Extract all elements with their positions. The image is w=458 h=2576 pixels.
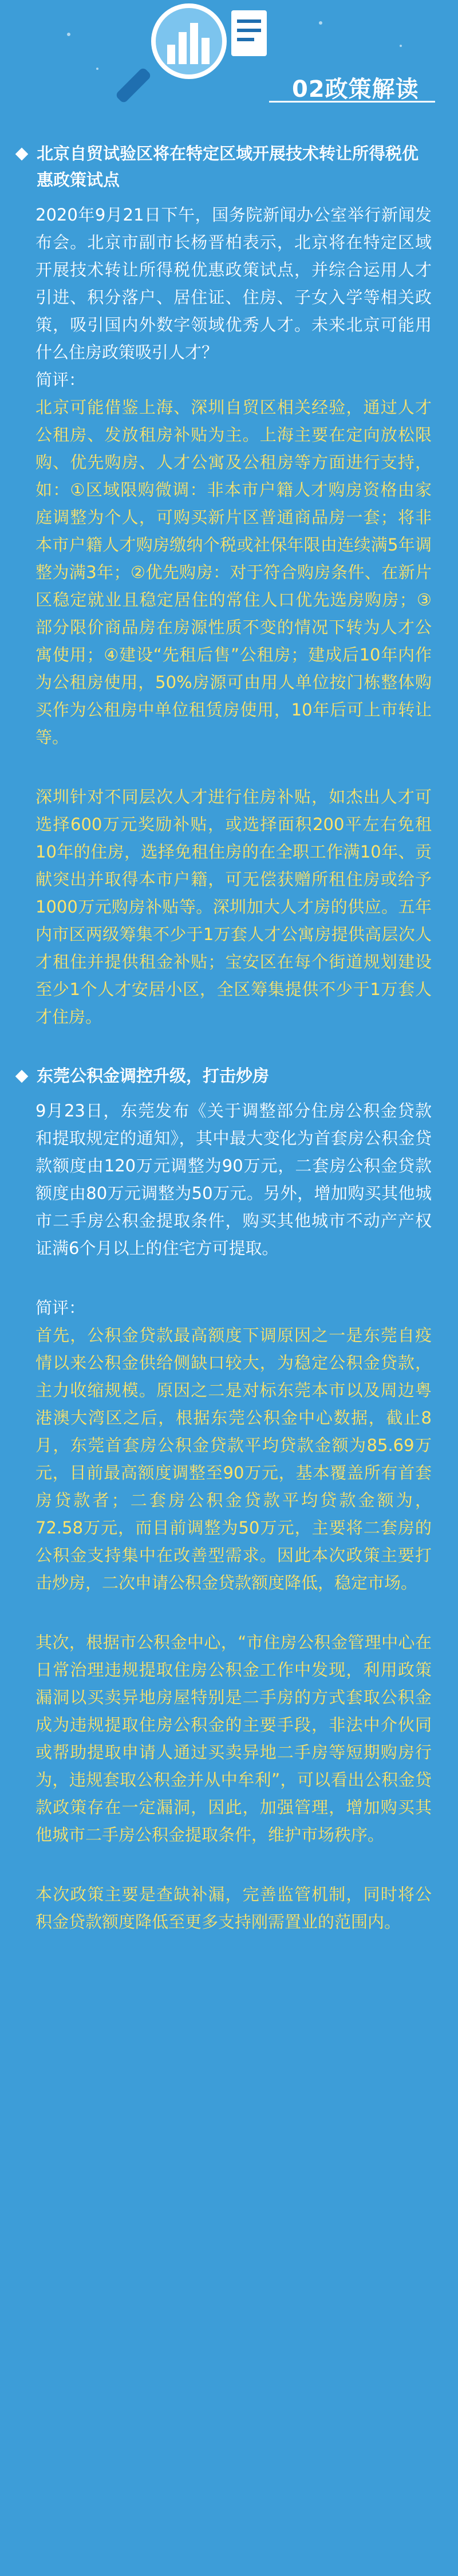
topic-title-2-text: 东莞公积金调控升级，打击炒房 xyxy=(37,1066,270,1086)
topic-2-intro: 9月23日，东莞发布《关于调整部分住房公积金贷款和提取规定的通知》，其中最大变化为首套房公积金贷款额度由120万元调整为90万元，二套房公积金贷款额度由80万元调整为50万元。另外，增加购买其他城市二手房公积金提取条件，购买其他城市不动产产权证满6个月以上的住宅方可提取。 xyxy=(35,1101,432,1258)
topic-title-2 xyxy=(17,1063,432,1089)
section-heading xyxy=(269,68,435,103)
topic-title-1-text: 北京自贸试验区将在特定区域开展技术转让所得税优惠政策试点 xyxy=(37,144,419,190)
document-icon xyxy=(231,10,267,56)
topic-1-comment-label: 简评： xyxy=(35,370,86,390)
section-heading-text: 02政策解读 xyxy=(292,76,419,103)
diamond-bullet-icon xyxy=(15,1070,29,1083)
topic-2-comment-paragraph-1: 首先，公积金贷款最高额度下调原因之一是东莞自疫情以来公积金供给侧缺口较大，为稳定公积金贷款，主力收缩规模。原因之二是对标东莞本市以及周边粤港澳大湾区之后，根据东莞公积金中心数据，截止8月，东莞首套房公积金贷款平均贷款金额为85.69万元，目前最高额度调整至90万元，基本覆盖所有首套房贷款者；二套房公积金贷款平均贷款金额为，72.58万元，而目前调整为50万元，主要将二套房的公积金支持集中在改善型需求。因此本次政策主要打击炒房，二次申请公积金贷款额度降低，稳定市场。 xyxy=(35,1326,432,1592)
topic-2-comment-paragraph-2: 其次，根据市公积金中心，“市住房公积金管理中心在日常治理违规提取住房公积金工作中发现，利用政策漏洞以买卖异地房屋特别是二手房的方式套取公积金成为违规提取住房公积金的主要手段，非法中介伙同或帮助提取申请人通过买卖异地二手房等短期购房行为，违规套取公积金并从中牟利”，可以看出公积金贷款政策存在一定漏洞，因此，加强管理，增加购买其他城市二手房公积金提取条件，维护市场秩序。 xyxy=(35,1633,432,1845)
topic-1-comment-paragraph-1: 北京可能借鉴上海、深圳自贸区相关经验，通过人才公租房、发放租房补贴为主。上海主要在定向放松限购、优先购房、人才公寓及公租房等方面进行支持，如：①区域限购微调：非本市户籍人才购房资格由家庭调整为个人，可购买新片区普通商品房一套；将非本市户籍人才购房缴纳个税或社保年限由连续满5年调整为满3年；②优先购房：对于符合购房条件、在新片区稳定就业且稳定居住的常住人口优先选房购房；③部分限价商品房在房源性质不变的情况下转为人才公寓使用；④建设“先租后售”公租房；建成后10年内作为公租房使用，50%房源可由用人单位按门栋整体购买作为公租房中单位租赁房使用，10年后可上市转让等。 xyxy=(35,398,432,747)
header-banner xyxy=(0,0,458,115)
topic-title-1 xyxy=(17,140,432,193)
diamond-bullet-icon xyxy=(15,148,29,161)
topic-2-comment-paragraph-3: 本次政策主要是查缺补漏，完善监管机制，同时将公积金贷款额度降低至更多支持刚需置业的范围内。 xyxy=(35,1885,432,1932)
article-content xyxy=(0,140,458,1936)
topic-1-intro: 2020年9月21日下午，国务院新闻办公室举行新闻发布会。北京市副市长杨晋柏表示，北京将在特定区域开展技术转让所得税优惠政策试点，并综合运用人才引进、积分落户、居住证、住房、子女入学等相关政策，吸引国内外数字领域优秀人才。未来北京可能用什么住房政策吸引人才？ xyxy=(35,205,432,362)
topic-1-comment-paragraph-2: 深圳针对不同层次人才进行住房补贴，如杰出人才可选择600万元奖励补贴，或选择面积200平左右免租10年的住房，选择免租住房的在全职工作满10年、贡献突出并取得本市户籍，可无偿获赠所租住房或给予1000万元购房补贴等。深圳加大人才房的供应。五年内市区两级筹集不少于1万套人才公寓房提供高层次人才租住并提供租金补贴；宝安区在每个街道规划建设至少1个人才安居小区，全区筹集提供不少于1万套人才住房。 xyxy=(35,787,432,1027)
topic-2-comment-label: 简评： xyxy=(35,1298,86,1318)
